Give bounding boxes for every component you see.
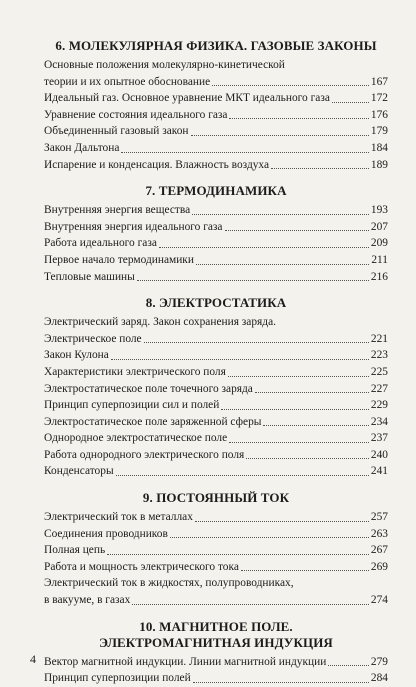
toc-entry-title: Внутренняя энергия идеального газа (44, 220, 223, 233)
toc-entry (44, 123, 388, 140)
toc-entry (44, 364, 388, 381)
dot-leader (212, 85, 369, 86)
toc-entry-title: Работа однородного электрического поля (44, 448, 245, 461)
toc-entry (44, 347, 388, 364)
table-of-contents (44, 38, 388, 687)
toc-entry (44, 509, 388, 526)
toc-entry-title: Характеристики электрического поля (44, 365, 226, 378)
toc-entry-list (44, 202, 388, 285)
toc-entry-page: 263 (370, 527, 388, 540)
dot-leader (328, 665, 369, 666)
toc-entry-page: 279 (370, 655, 388, 668)
section-title: 9. ПОСТОЯННЫЙ ТОК (142, 490, 290, 506)
toc-entry-page: 216 (370, 270, 388, 283)
toc-entry (44, 140, 388, 157)
toc-entry (44, 559, 388, 576)
toc-entry-page: 229 (370, 399, 388, 412)
toc-entry-list (44, 654, 388, 687)
section-title: 7. ТЕРМОДИНАМИКА (145, 183, 287, 199)
toc-entry-page: 227 (370, 382, 388, 395)
toc-entry-first-line: Электрический ток в жидкостях, полупроводниках, (44, 577, 294, 590)
toc-entry (44, 235, 388, 252)
dot-leader (229, 442, 369, 443)
toc-entry (44, 107, 388, 124)
toc-entry (44, 447, 388, 464)
dot-leader (246, 458, 369, 459)
toc-entry (44, 397, 388, 414)
toc-entry-page: 207 (370, 220, 388, 233)
section-title: 8. ЭЛЕКТРОСТАТИКА (145, 295, 287, 311)
toc-entry-page: 172 (370, 92, 388, 105)
dot-leader (255, 392, 369, 393)
page-number: 4 (30, 652, 36, 666)
toc-entry-page: 284 (370, 672, 388, 685)
dot-leader (195, 521, 369, 522)
toc-entry-title: Электростатическое поле заряженной сферы (44, 415, 262, 428)
dot-leader (121, 152, 369, 153)
toc-entry-page: 189 (370, 158, 388, 171)
toc-entry-title: Принцип суперпозиции полей (44, 672, 191, 685)
toc-entry-title: в вакууме, в газах (44, 594, 131, 607)
dot-leader (170, 537, 369, 538)
dot-leader (144, 342, 369, 343)
toc-entry (44, 219, 388, 236)
toc-entry (44, 592, 388, 609)
toc-entry-page: 221 (370, 332, 388, 345)
toc-entry-page: 184 (370, 141, 388, 154)
toc-entry (44, 252, 388, 269)
dot-leader (221, 409, 369, 410)
dot-leader (229, 118, 368, 119)
toc-entry-title: Полная цепь (44, 544, 106, 557)
toc-entry-title: Принцип суперпозиции сил и полей (44, 399, 220, 412)
dot-leader (225, 230, 369, 231)
toc-entry-title: Соединения проводников (44, 527, 168, 540)
toc-entry-title: Конденсаторы (44, 465, 114, 478)
dot-leader (241, 570, 369, 571)
toc-entry-page: 257 (370, 511, 388, 524)
toc-entry-title: Однородное электростатическое поле (44, 432, 228, 445)
toc-entry-title: Закон Кулона (44, 349, 109, 362)
toc-entry-page: 211 (371, 253, 388, 266)
toc-entry (44, 381, 388, 398)
toc-entry (44, 202, 388, 219)
dot-leader (332, 102, 369, 103)
toc-entry (44, 414, 388, 431)
toc-entry-page: 241 (370, 465, 388, 478)
section-title-line2: ЭЛЕКТРОМАГНИТНАЯ ИНДУКЦИЯ (99, 634, 333, 650)
toc-entry-title: Электрический заряд. Закон сохранения заряда. (44, 316, 276, 329)
toc-entry (44, 526, 388, 543)
dot-leader (111, 359, 369, 360)
toc-entry (44, 654, 388, 671)
toc-entry-title: Закон Дальтона (44, 141, 120, 154)
toc-entry-title: Объединенный газовый закон (44, 125, 189, 138)
toc-entry-page: 167 (370, 75, 388, 88)
dot-leader (192, 214, 369, 215)
toc-entry-page: 223 (370, 349, 388, 362)
toc-entry-title: теории и их опытное обоснование (44, 75, 211, 88)
toc-entry (44, 157, 388, 174)
dot-leader (193, 682, 369, 683)
toc-entry-page: 240 (370, 448, 388, 461)
toc-entry-page: 267 (370, 544, 388, 557)
toc-entry-page: 225 (370, 365, 388, 378)
toc-entry-title: Электрический ток в металлах (44, 511, 193, 524)
toc-entry-list (44, 509, 388, 609)
toc-entry-title: Работа и мощность электрического тока (44, 560, 239, 573)
toc-entry (44, 90, 388, 107)
toc-entry-page: 179 (370, 125, 388, 138)
section-title: 6. МОЛЕКУЛЯРНАЯ ФИЗИКА. ГАЗОВЫЕ ЗАКОНЫ (55, 38, 377, 53)
dot-leader (116, 475, 369, 476)
toc-entry (44, 463, 388, 480)
dot-leader (132, 604, 369, 605)
toc-entry-page: 237 (370, 432, 388, 445)
toc-entry-title: Идеальный газ. Основное уравнение МКТ идеального газа (44, 92, 330, 105)
toc-entry-list (44, 57, 388, 173)
toc-entry-title: Первое начало термодинамики (44, 253, 194, 266)
toc-entry-title: Работа идеального газа (44, 237, 157, 250)
toc-entry-first-line: Основные положения молекулярно-кинетической (44, 59, 285, 71)
toc-entry-list (44, 314, 388, 480)
toc-entry-title: Тепловые машины (44, 270, 135, 283)
toc-entry (44, 269, 388, 286)
toc-entry-page: 269 (370, 560, 388, 573)
toc-entry-page: 209 (370, 237, 388, 250)
toc-entry-title: Уравнение состояния идеального газа (44, 108, 228, 121)
toc-entry-title: Электростатическое поле точечного заряда (44, 382, 253, 395)
dot-leader (196, 264, 369, 265)
dot-leader (107, 554, 369, 555)
dot-leader (159, 247, 369, 248)
dot-leader (137, 280, 369, 281)
dot-leader (228, 376, 369, 377)
toc-entry-title: Электрическое поле (44, 332, 142, 345)
toc-entry (44, 74, 388, 91)
section-title: 10. МАГНИТНОЕ ПОЛЕ. (139, 618, 293, 634)
toc-entry-title: Вектор магнитной индукции. Линии магнитной индукции (44, 655, 327, 668)
toc-entry-page: 274 (370, 594, 388, 607)
toc-entry-title: Испарение и конденсация. Влажность воздуха (44, 158, 270, 171)
toc-entry-page: 193 (370, 204, 388, 217)
toc-entry (44, 331, 388, 348)
dot-leader (263, 425, 368, 426)
toc-entry-page: 234 (370, 415, 388, 428)
dot-leader (191, 135, 369, 136)
toc-entry-title: Внутренняя энергия вещества (44, 204, 191, 217)
toc-entry (44, 542, 388, 559)
toc-entry-page: 176 (370, 108, 388, 121)
dot-leader (271, 168, 369, 169)
toc-entry (44, 430, 388, 447)
toc-entry (44, 670, 388, 687)
